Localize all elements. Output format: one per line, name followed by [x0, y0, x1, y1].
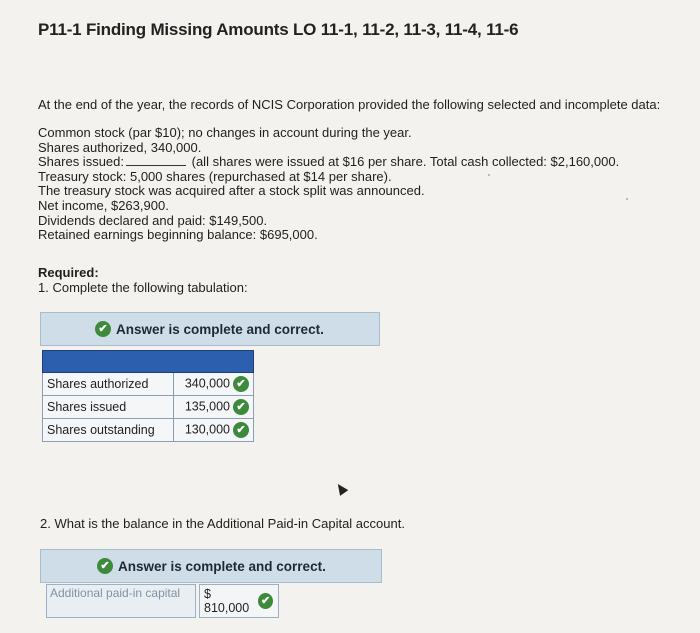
- shares-issued-line: [38, 155, 619, 170]
- row-value-cell[interactable]: [174, 373, 254, 396]
- table-row: [43, 396, 254, 419]
- blank-field: [126, 155, 186, 166]
- problem-title: P11-1 Finding Missing Amounts LO 11-1, 11-2, 11-3, 11-4, 11-6: [38, 20, 519, 39]
- table-row: [43, 419, 254, 442]
- row-value-cell[interactable]: [174, 396, 254, 419]
- retained-earnings-line: Retained earnings beginning balance: $695,000.: [38, 227, 318, 243]
- table-header: [43, 351, 254, 373]
- row-value: 130,000: [184, 422, 230, 437]
- required-heading: Required:: [38, 265, 99, 280]
- check-circle-icon: ✔: [95, 321, 111, 337]
- table-row: [43, 373, 254, 396]
- row-value: 135,000: [184, 399, 230, 414]
- speck: [626, 198, 628, 200]
- check-circle-icon: ✔: [233, 399, 249, 415]
- row-value-cell[interactable]: [174, 419, 254, 442]
- question-2: 2. What is the balance in the Additional Paid-in Capital account.: [40, 516, 405, 531]
- answer-banner-text: Answer is complete and correct.: [118, 558, 326, 574]
- row-label: Shares outstanding: [43, 419, 174, 442]
- shares-issued-note: (all shares were issued at $16 per share. Total cash collected: $2,160,000.: [191, 154, 620, 170]
- treasury-line: Treasury stock: 5,000 shares (repurchased at $14 per share).: [38, 168, 392, 184]
- check-circle-icon: ✔: [97, 558, 113, 574]
- split-line: The treasury stock was acquired after a stock split was announced.: [38, 183, 425, 199]
- row-label: Shares authorized: [43, 373, 174, 396]
- dividends-line: Dividends declared and paid: $149,500.: [38, 212, 268, 228]
- facts-block: [38, 126, 619, 243]
- speck: [488, 174, 490, 176]
- row-value: 340,000: [184, 376, 230, 391]
- row-label: Shares issued: [43, 396, 174, 419]
- check-circle-icon: ✔: [233, 376, 249, 392]
- answer-banner-1: [40, 312, 380, 346]
- mouse-cursor: [334, 481, 349, 496]
- question-1: 1. Complete the following tabulation:: [38, 279, 248, 295]
- apic-table: [46, 584, 296, 624]
- shares-authorized-line: Shares authorized, 340,000.: [38, 139, 202, 155]
- apic-value-cell[interactable]: [199, 584, 279, 618]
- table-header-row: [43, 351, 254, 373]
- intro-text: At the end of the year, the records of NCIS Corporation provided the following selected and incomplete data:: [38, 97, 661, 112]
- shares-issued-label: Shares issued:: [38, 154, 124, 170]
- answer-banner-2: [40, 549, 382, 583]
- check-circle-icon: ✔: [233, 422, 249, 438]
- required-block: [38, 266, 248, 295]
- shares-table: [42, 350, 254, 442]
- check-circle-icon: ✔: [258, 593, 273, 609]
- apic-value: $ 810,000: [204, 587, 250, 615]
- answer-banner-text: Answer is complete and correct.: [116, 321, 324, 337]
- common-stock-line: Common stock (par $10); no changes in account during the year.: [38, 125, 412, 140]
- net-income-line: Net income, $263,900.: [38, 197, 169, 213]
- apic-label: Additional paid-in capital: [46, 584, 196, 618]
